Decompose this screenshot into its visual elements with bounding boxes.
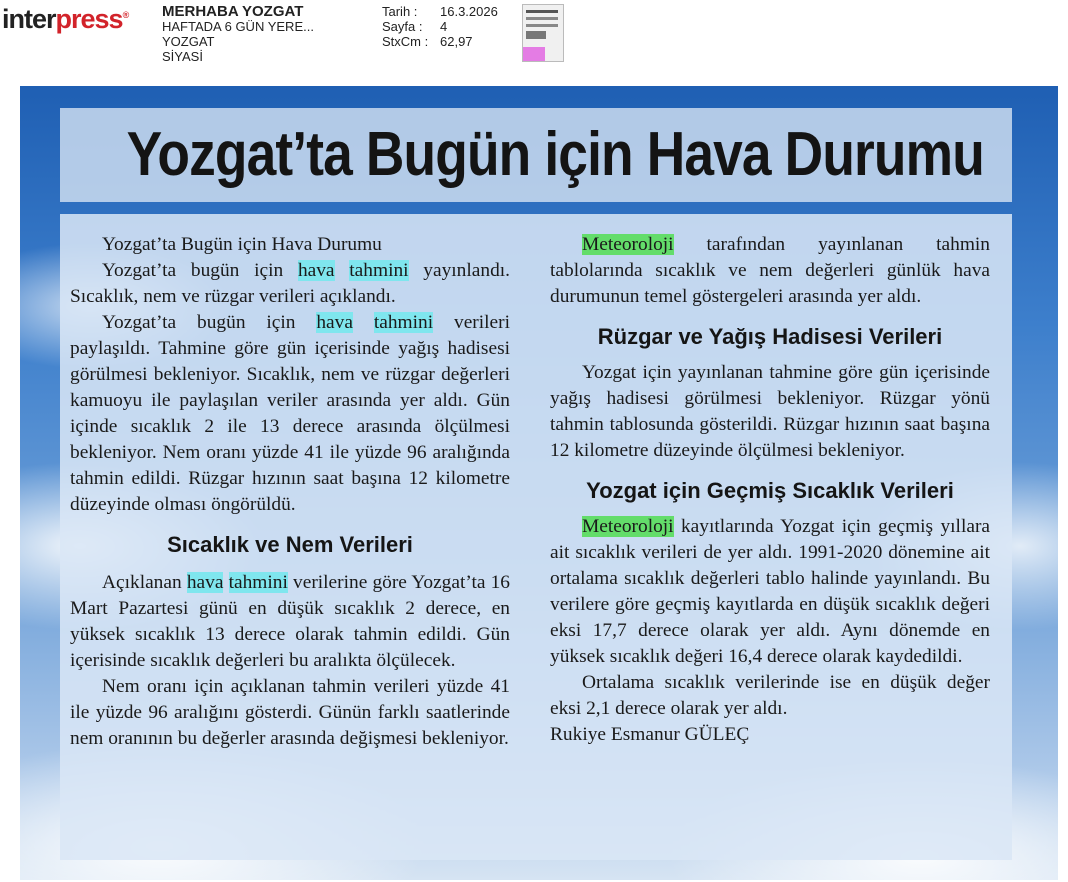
meta-value: 4 — [440, 19, 448, 34]
meta-row-date — [382, 4, 498, 19]
logo-reg-mark: ® — [122, 10, 129, 20]
paragraph: Ortalama sıcaklık verilerinde ise en düşük değer eksi 2,1 derece olarak yer aldı. — [550, 672, 990, 719]
meta-label: Tarih : — [382, 4, 418, 19]
interpress-logo — [2, 4, 128, 35]
keyword-highlight: Meteoroloji — [582, 234, 674, 255]
publication-info — [162, 4, 314, 64]
publication-frequency: HAFTADA 6 GÜN YERE... — [162, 19, 314, 34]
paragraph: Meteoroloji tarafından yayınlanan tahmin tablolarında sıcaklık ve nem değerleri günlük hava durumunun temel göstergeleri arasında yer aldı. — [550, 234, 990, 307]
publication-category: SİYASİ — [162, 49, 203, 64]
keyword-highlight: Meteoroloji — [582, 516, 674, 537]
keyword-highlight: hava — [186, 572, 224, 593]
meta-value: 16.3.2026 — [440, 4, 498, 19]
paragraph: Yozgat’ta bugün için hava tahmini yayınlandı. Sıcaklık, nem ve rüzgar verileri açıklandı. — [70, 260, 510, 307]
logo-main: inter — [2, 4, 56, 34]
meta-label: Sayfa : — [382, 19, 423, 34]
article-title: Yozgat’ta Bugün için Hava Durumu — [126, 120, 984, 189]
publication-name: MERHABA YOZGAT — [162, 3, 304, 20]
clipping-location-marker — [523, 47, 545, 61]
keyword-highlight: hava — [316, 312, 353, 333]
meta-value: 62,97 — [440, 34, 473, 49]
subheading: Rüzgar ve Yağış Hadisesi Verileri — [597, 324, 943, 349]
left-column — [70, 232, 510, 752]
subheading: Sıcaklık ve Nem Verileri — [167, 532, 413, 557]
meta-label: StxCm : — [382, 34, 429, 49]
paragraph: Yozgat’ta bugün için hava tahmini verileri paylaşıldı. Tahmine göre gün içerisinde yağış hadisesi görülmesi bekleniyor. Sıcaklık, nem ve rüzgar değerleri kamuoyu ile paylaşılan veriler arasında yer aldı. Gün içinde sıcaklık 2 ile 13 derece arasında ölçülmesi bekleniyor. Nem oranı yüzde 41 ile yüzde 96 aralığında tahmin edildi. Rüzgar hızının saat başına 12 kilometre düzeyinde olması öngörüldü. — [70, 312, 510, 515]
right-column — [550, 232, 990, 748]
keyword-highlight: hava — [297, 260, 335, 281]
logo-accent: press — [55, 4, 123, 34]
paragraph: Yozgat için yayınlanan tahmine göre gün içerisinde yağış hadisesi görülmesi bekleniyor. Rüzgar yönü tahmin tablosunda gösterildi. Rüzgar hızının saat başına 12 kilometre düzeyinde ölçülmesi bekleniyor. — [550, 362, 990, 461]
paragraph: Yozgat’ta Bugün için Hava Durumu — [102, 234, 382, 255]
subheading: Yozgat için Geçmiş Sıcaklık Verileri — [586, 478, 954, 503]
page-thumbnail[interactable] — [522, 4, 564, 62]
article-body — [60, 214, 1012, 860]
keyword-highlight: tahmini — [349, 260, 409, 281]
meta-row-stxcm — [382, 34, 498, 49]
paragraph: Açıklanan hava tahmini verilerine göre Yozgat’ta 16 Mart Pazartesi günü en düşük sıcaklık 2 derece, en yüksek sıcaklık 13 derece olarak tahmin edildi. Gün içerisinde sıcaklık değerleri bu aralıkta ölçülecek. — [70, 572, 511, 671]
keyword-highlight: tahmini — [373, 312, 434, 333]
meta-row-page — [382, 19, 498, 34]
keyword-highlight: tahmini — [228, 572, 288, 593]
paragraph: Meteoroloji kayıtlarında Yozgat için geçmiş yıllara ait sıcaklık verileri de yer aldı. 1991-2020 dönemine ait ortalama sıcaklık değerleri tablo halinde yayınlandı. Bu verilere göre geçmiş kayıtlarda en düşük sıcaklık değeri eksi 17,7 derece olarak yer aldı. Aynı dönemde en yüksek sıcaklık değeri 16,4 derece olarak kaydedildi. — [550, 516, 991, 667]
paragraph: Nem oranı için açıklanan tahmin verileri yüzde 41 ile yüzde 96 aralığını gösterdi. Günün farklı saatlerinde nem oranının bu değerler arasında değişmesi bekleniyor. — [70, 676, 510, 749]
article-clipping — [20, 86, 1058, 880]
publication-city: YOZGAT — [162, 34, 215, 49]
title-band — [60, 108, 1012, 202]
clipping-meta — [382, 4, 498, 49]
author-byline: Rukiye Esmanur GÜLEÇ — [550, 724, 750, 745]
